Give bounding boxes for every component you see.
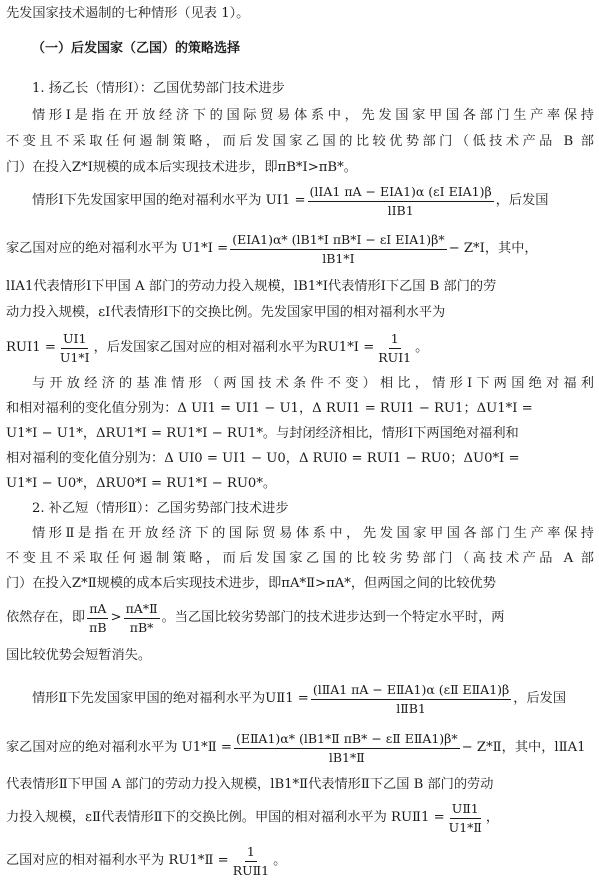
fraction bbox=[58, 331, 92, 366]
definition-line-1: lⅠA1代表情形Ⅰ下甲国 A 部门的劳动力投入规模，lB1*Ⅰ代表情形Ⅰ下乙国 B 部门的劳 bbox=[6, 279, 497, 294]
numerator: (lⅡA1 πA − EⅡA1)α (εⅡ EⅡA1)β bbox=[311, 682, 511, 700]
equation-middle: ，后发国家乙国对应的相对福利水平为RU1*Ⅰ = bbox=[93, 340, 375, 355]
equation-label: 乙国对应的相对福利水平为 RU1*Ⅱ = bbox=[6, 853, 229, 868]
definition-line-3: 代表情形Ⅱ下甲国 A 部门的劳动力投入规模，lB1*Ⅱ代表情形Ⅱ下乙国 B 部门的劳动 bbox=[6, 777, 494, 792]
greater-than-sign: > bbox=[110, 610, 122, 625]
denominator: lⅠB1 bbox=[387, 202, 414, 218]
equation-relative-welfare-case1 bbox=[6, 326, 428, 370]
paragraph-2-line-3: U1*Ⅰ − U1*，ΔRU1*Ⅰ = RU1*Ⅰ − RU1*。与封闭经济相比，情形Ⅰ下两国绝对福利和 bbox=[6, 426, 519, 441]
fraction bbox=[231, 844, 271, 879]
fraction bbox=[234, 731, 460, 766]
equation-tail: ， bbox=[485, 810, 500, 825]
equation-label: 依然存在，即 bbox=[6, 610, 86, 625]
definition-line-2: 动力投入规模，εⅠ代表情形Ⅰ下的交换比例。先发国家甲国的相对福利水平为 bbox=[6, 305, 446, 320]
numerator: (EⅡA1)α* (lB1*Ⅱ πB* − εⅡ EⅡA1)β* bbox=[234, 731, 460, 749]
section-heading: （一）后发国家（乙国）的策略选择 bbox=[32, 41, 241, 56]
fraction bbox=[447, 801, 484, 836]
equation-tail: 。 bbox=[415, 340, 429, 355]
paragraph-1-line-3: 门）在投入Z*Ⅰ规模的成本后实现技术进步，即πB*Ⅰ>πB*。 bbox=[6, 160, 357, 175]
equation-tail: ，后发国 bbox=[513, 691, 567, 706]
paragraph-1-line-1: 情形Ⅰ是指在开放经济下的国际贸易体系中，先发国家甲国各部门生产率保持 bbox=[32, 108, 594, 123]
equation-welfare-a-case2 bbox=[32, 678, 566, 720]
paragraph-2-line-2: 和相对福利的变化值分别为：Δ UⅠ1 = UⅠ1 − U1，Δ RUⅠ1 = RUⅠ1 − RU1；ΔU1*Ⅰ = bbox=[6, 401, 533, 416]
equation-label: 情形Ⅱ下先发国家甲国的绝对福利水平为UⅡ1 = bbox=[32, 691, 309, 706]
denominator: πB* bbox=[129, 619, 154, 635]
equation-label: 情形Ⅰ下先发国家甲国的绝对福利水平为 UⅠ1 = bbox=[32, 193, 306, 208]
denominator: πB bbox=[89, 619, 107, 635]
denominator: U1*Ⅰ bbox=[59, 349, 90, 365]
numerator: UⅠ1 bbox=[61, 331, 88, 349]
equation-tail: − Z*Ⅱ，其中，lⅡA1 bbox=[461, 740, 586, 755]
equation-tail: 。当乙国比较劣势部门的技术进步达到一个特定水平时，两 bbox=[161, 610, 505, 625]
paragraph-2-line-5: U1*Ⅰ − U0*，ΔRU0*Ⅰ = RU1*Ⅰ − RU0*。 bbox=[6, 476, 277, 491]
equation-welfare-b-case1 bbox=[6, 228, 538, 270]
denominator: RUⅠ1 bbox=[378, 349, 412, 365]
fraction bbox=[308, 184, 494, 219]
equation-welfare-a-case1 bbox=[32, 180, 548, 222]
subsection-heading-2: 2. 补乙短（情形Ⅱ）：乙国劣势部门技术进步 bbox=[32, 501, 289, 516]
denominator: U1*Ⅱ bbox=[448, 819, 482, 835]
paragraph-3-line-2: 不变且不采取任何遏制策略，而后发国家乙国的比较劣势部门（高技术产品 A 部 bbox=[6, 551, 594, 566]
equation-tail: ，后发国 bbox=[495, 193, 549, 208]
equation-label: RUⅠ1 = bbox=[6, 340, 56, 355]
equation-relative-welfare-a-case2 bbox=[6, 797, 499, 839]
paragraph-1-line-2: 不变且不采取任何遏制策略，而后发国家乙国的比较优势部门（低技术产品 B 部 bbox=[6, 134, 594, 149]
numerator: (lⅠA1 πA − EⅠA1)α (εⅠ EⅠA1)β bbox=[308, 184, 494, 202]
fraction bbox=[376, 331, 413, 366]
equation-welfare-b-case2 bbox=[6, 727, 585, 769]
equation-tail: − Z*Ⅰ，其中， bbox=[448, 241, 538, 256]
numerator: 1 bbox=[245, 844, 257, 862]
paragraph-3-line-3: 门）在投入Z*Ⅱ规模的成本后实现技术进步，即πA*Ⅱ>πA*，但两国之间的比较优势 bbox=[6, 576, 496, 591]
numerator: (EⅠA1)α* (lB1*Ⅰ πB*Ⅰ − εⅠ EⅠA1)β* bbox=[230, 232, 446, 250]
equation-label: 力投入规模，εⅡ代表情形Ⅱ下的交换比例。甲国的相对福利水平为 RUⅡ1 = bbox=[6, 810, 445, 825]
subsection-heading-1: 1. 扬乙长（情形Ⅰ）：乙国优势部门技术进步 bbox=[32, 81, 285, 96]
fraction bbox=[230, 232, 446, 267]
numerator: 1 bbox=[389, 331, 401, 349]
paragraph-2-line-4: 相对福利的变化值分别为：Δ UⅠ0 = UⅠ1 − U0，Δ RUⅠ0 = RUⅠ1 − RU0；ΔU0*Ⅰ = bbox=[6, 451, 520, 466]
numerator: UⅡ1 bbox=[450, 801, 481, 819]
paragraph-3-line-1: 情形Ⅱ是指在开放经济下的国际贸易体系中，先发国家甲国各部门生产率保持 bbox=[32, 526, 594, 541]
equation-tail: 。 bbox=[273, 853, 287, 868]
denominator: RUⅡ1 bbox=[232, 862, 270, 878]
equation-label: 家乙国对应的绝对福利水平为 U1*Ⅰ = bbox=[6, 241, 229, 256]
fraction bbox=[87, 601, 108, 636]
fraction bbox=[311, 682, 511, 717]
paragraph-2-line-1: 与开放经济的基准情形（两国技术条件不变）相比，情形Ⅰ下两国绝对福利 bbox=[32, 376, 594, 391]
fraction bbox=[124, 601, 160, 636]
equation-comparative-advantage bbox=[6, 596, 504, 640]
denominator: lB1*Ⅰ bbox=[322, 250, 355, 266]
equation-label: 家乙国对应的绝对福利水平为 U1*Ⅱ = bbox=[6, 740, 232, 755]
numerator: πA*Ⅱ bbox=[124, 601, 160, 619]
denominator: lB1*Ⅱ bbox=[328, 749, 365, 765]
numerator: πA bbox=[87, 601, 108, 619]
equation-relative-welfare-b-case2 bbox=[6, 841, 286, 881]
paragraph-3-line-5: 国比较优势会短暂消失。 bbox=[6, 648, 152, 663]
intro-line: 先发国家技术遏制的七种情形（见表 1）。 bbox=[6, 6, 250, 21]
denominator: lⅡB1 bbox=[396, 700, 426, 716]
